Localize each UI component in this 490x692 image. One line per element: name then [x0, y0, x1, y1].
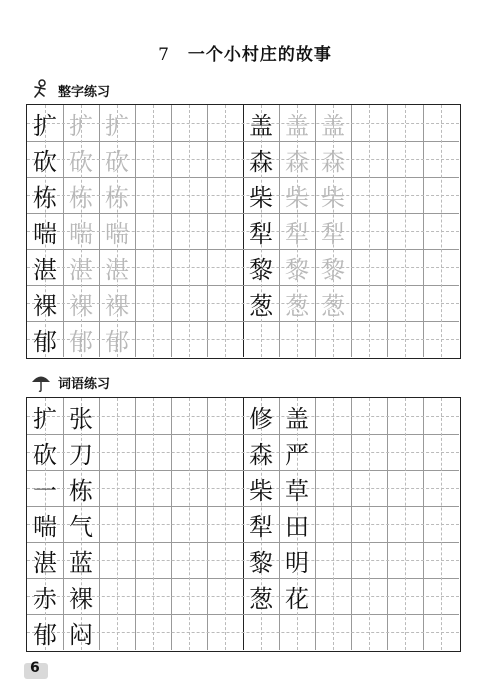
trace-character: 湛: [69, 255, 93, 284]
model-character: 草: [285, 476, 309, 505]
model-character: 砍: [33, 147, 57, 176]
trace-character: 森: [285, 147, 309, 176]
section-header-whole-char: [30, 78, 110, 102]
section-label: 词语练习: [58, 376, 111, 392]
guide-line: [441, 105, 442, 357]
trace-character: 柴: [285, 183, 309, 212]
model-character: 花: [285, 584, 309, 613]
model-character: 栋: [33, 183, 57, 212]
model-character: 湛: [33, 548, 57, 577]
model-character: 盖: [249, 111, 273, 140]
word-practice-grid: [26, 397, 461, 652]
model-character: [280, 615, 314, 649]
model-character: 气: [69, 512, 93, 541]
model-character: 郁: [33, 620, 57, 649]
model-character: [244, 322, 278, 356]
model-character: 扩: [33, 111, 57, 140]
trace-character: 葱: [285, 291, 309, 320]
trace-character: 盖: [321, 111, 345, 140]
section-label: 整字练习: [58, 84, 111, 100]
trace-character: 湛: [105, 255, 129, 284]
trace-character: 黎: [285, 255, 309, 284]
guide-line: [405, 105, 406, 357]
trace-character: 葱: [321, 291, 345, 320]
section-header-words: [30, 370, 110, 394]
trace-character: 森: [321, 147, 345, 176]
trace-character: 喘: [69, 219, 93, 248]
page-title: [0, 40, 490, 65]
guide-line: [153, 398, 154, 650]
model-character: [244, 615, 278, 649]
model-character: 盖: [285, 404, 309, 433]
trace-character: 扩: [69, 111, 93, 140]
model-character: 柴: [249, 476, 273, 505]
guide-line: [225, 398, 226, 650]
model-character: 黎: [249, 255, 273, 284]
model-character: 黎: [249, 548, 273, 577]
lesson-number: 7: [158, 45, 170, 65]
guide-line: [225, 105, 226, 357]
model-character: 裸: [69, 584, 93, 613]
trace-character: 栋: [105, 183, 129, 212]
guide-line: [333, 398, 334, 650]
model-character: 裸: [33, 291, 57, 320]
model-character: 湛: [33, 255, 57, 284]
running-figure-icon: [30, 79, 52, 101]
lesson-title: 一个小村庄的故事: [187, 45, 332, 65]
guide-line: [405, 398, 406, 650]
trace-character: 黎: [321, 255, 345, 284]
model-character: 赤: [33, 584, 57, 613]
guide-line: [189, 105, 190, 357]
trace-character: 郁: [105, 327, 129, 356]
umbrella-icon: [30, 371, 52, 393]
model-character: 柴: [249, 183, 273, 212]
trace-character: 犁: [285, 219, 309, 248]
trace-character: 盖: [285, 111, 309, 140]
model-character: 犁: [249, 219, 273, 248]
model-character: 森: [249, 147, 273, 176]
trace-character: [280, 322, 314, 356]
guide-line: [369, 105, 370, 357]
model-character: 田: [285, 512, 309, 541]
model-character: 蓝: [69, 548, 93, 577]
trace-character: [316, 322, 350, 356]
guide-line: [441, 398, 442, 650]
model-character: 明: [285, 548, 309, 577]
model-character: 郁: [33, 327, 57, 356]
model-character: 修: [249, 404, 273, 433]
model-character: 严: [285, 440, 309, 469]
trace-character: 喘: [105, 219, 129, 248]
trace-character: 栋: [69, 183, 93, 212]
model-character: 犁: [249, 512, 273, 541]
guide-line: [189, 398, 190, 650]
model-character: 葱: [249, 584, 273, 613]
model-character: 扩: [33, 404, 57, 433]
trace-character: 裸: [69, 291, 93, 320]
model-character: 一: [33, 476, 57, 505]
model-character: 栋: [69, 476, 93, 505]
model-character: 砍: [33, 440, 57, 469]
model-character: 喘: [33, 512, 57, 541]
trace-character: 扩: [105, 111, 129, 140]
trace-character: 砍: [105, 147, 129, 176]
trace-character: 柴: [321, 183, 345, 212]
model-character: 刀: [69, 440, 93, 469]
model-character: 喘: [33, 219, 57, 248]
model-character: 森: [249, 440, 273, 469]
trace-character: 裸: [105, 291, 129, 320]
guide-line: [153, 105, 154, 357]
model-character: 葱: [249, 291, 273, 320]
whole-char-practice-grid: [26, 104, 461, 359]
page-number: 6: [30, 660, 40, 676]
model-character: 闷: [69, 620, 93, 649]
trace-character: 犁: [321, 219, 345, 248]
guide-line: [117, 398, 118, 650]
model-character: 张: [69, 404, 93, 433]
guide-line: [369, 398, 370, 650]
trace-character: 郁: [69, 327, 93, 356]
trace-character: 砍: [69, 147, 93, 176]
